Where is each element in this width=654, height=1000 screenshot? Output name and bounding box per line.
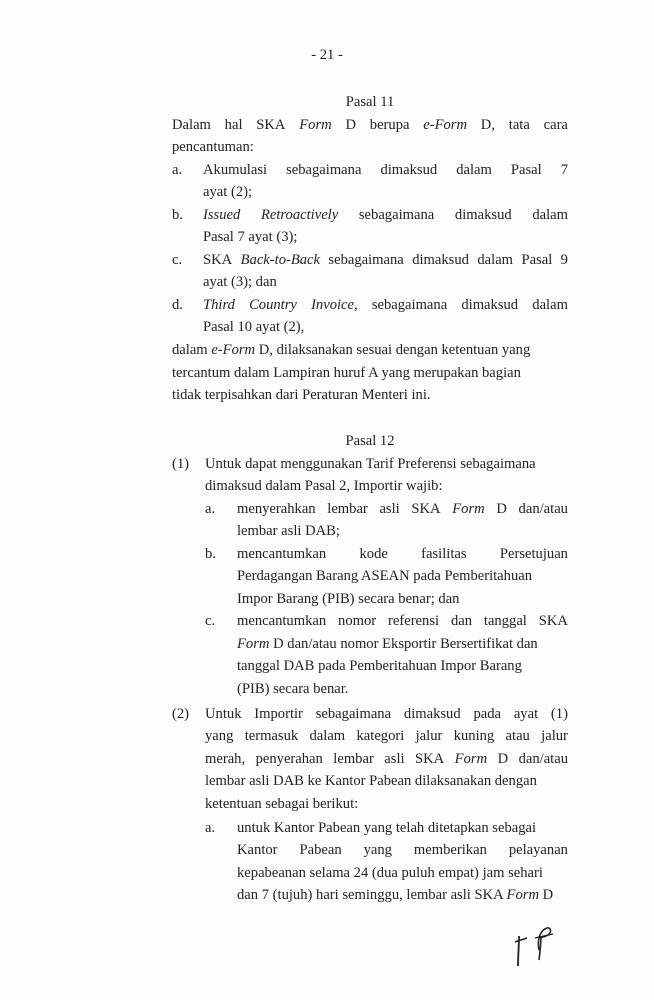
list-item-line: mencantumkan kode fasilitas Persetujuan (237, 546, 568, 562)
list-marker: c. (172, 252, 183, 268)
ayat-marker: (2) (172, 706, 190, 722)
pasal-11-closing-line1: dalam e-Form D, dilaksanakan sesuai dengan ketentuan yang (172, 342, 531, 358)
list-item-line: lembar asli DAB; (237, 523, 340, 539)
list-item-line: Issued Retroactively sebagaimana dimaksud dalam (203, 207, 568, 223)
list-item-line: mencantumkan nomor referensi dan tanggal SKA (237, 613, 568, 629)
ayat-2-line2: yang termasuk dalam kategori jalur kuning atau jalur (205, 728, 568, 744)
ayat-marker: (1) (172, 456, 190, 472)
pasal-11-heading: Pasal 11 (345, 94, 395, 110)
list-item-line: Akumulasi sebagaimana dimaksud dalam Pasal 7 (203, 162, 568, 178)
list-item-line: Kantor Pabean yang memberikan pelayanan (237, 842, 568, 858)
list-item-line: ayat (3); dan (203, 274, 277, 290)
pasal-11-closing-line2: tercantum dalam Lampiran huruf A yang merupakan bagian (172, 365, 521, 381)
page-number: - 21 - (311, 47, 343, 63)
pasal-11-intro-line2: pencantuman: (172, 139, 254, 155)
list-item-line: SKA Back-to-Back sebagaimana dimaksud dalam Pasal 9 (203, 252, 568, 268)
initials-signature (505, 920, 565, 970)
list-item-line: Form D dan/atau nomor Eksportir Bersertifikat dan (237, 636, 538, 652)
list-item-line: menyerahkan lembar asli SKA Form D dan/atau (237, 501, 568, 517)
list-item-line: (PIB) secara benar. (237, 681, 349, 697)
list-marker: a. (172, 162, 183, 178)
ayat-2-line3: merah, penyerahan lembar asli SKA Form D dan/atau (205, 751, 568, 767)
list-item-line: Pasal 7 ayat (3); (203, 229, 298, 245)
list-item-line: untuk Kantor Pabean yang telah ditetapkan sebagai (237, 820, 537, 836)
list-item-line: tanggal DAB pada Pemberitahuan Impor Barang (237, 658, 522, 674)
list-item-line: Impor Barang (PIB) secara benar; dan (237, 591, 460, 607)
ayat-2-line5: ketentuan sebagai berikut: (205, 796, 359, 812)
list-marker: a. (205, 820, 216, 836)
list-marker: a. (205, 501, 216, 517)
list-item-line: dan 7 (tujuh) hari seminggu, lembar asli SKA Form D (237, 887, 554, 903)
list-item-line: Pasal 10 ayat (2), (203, 319, 305, 335)
pasal-11-closing-line3: tidak terpisahkan dari Peraturan Menteri ini. (172, 387, 431, 403)
list-item-line: Perdagangan Barang ASEAN pada Pemberitahuan (237, 568, 533, 584)
pasal-12-heading: Pasal 12 (345, 433, 395, 449)
list-marker: d. (172, 297, 183, 313)
pasal-11-intro-line1: Dalam hal SKA Form D berupa e-Form D, tata cara (172, 117, 568, 133)
ayat-1-line1: Untuk dapat menggunakan Tarif Preferensi sebagaimana (205, 456, 536, 472)
list-item-line: Third Country Invoice, sebagaimana dimaksud dalam (203, 297, 568, 313)
list-marker: c. (205, 613, 216, 629)
ayat-2-line1: Untuk Importir sebagaimana dimaksud pada ayat (1) (205, 706, 568, 722)
list-item-line: kepabeanan selama 24 (dua puluh empat) jam sehari (237, 865, 543, 881)
list-marker: b. (205, 546, 216, 562)
ayat-2-line4: lembar asli DAB ke Kantor Pabean dilaksanakan dengan (205, 773, 537, 789)
list-marker: b. (172, 207, 183, 223)
list-item-line: ayat (2); (203, 184, 253, 200)
ayat-1-line2: dimaksud dalam Pasal 2, Importir wajib: (205, 478, 443, 494)
